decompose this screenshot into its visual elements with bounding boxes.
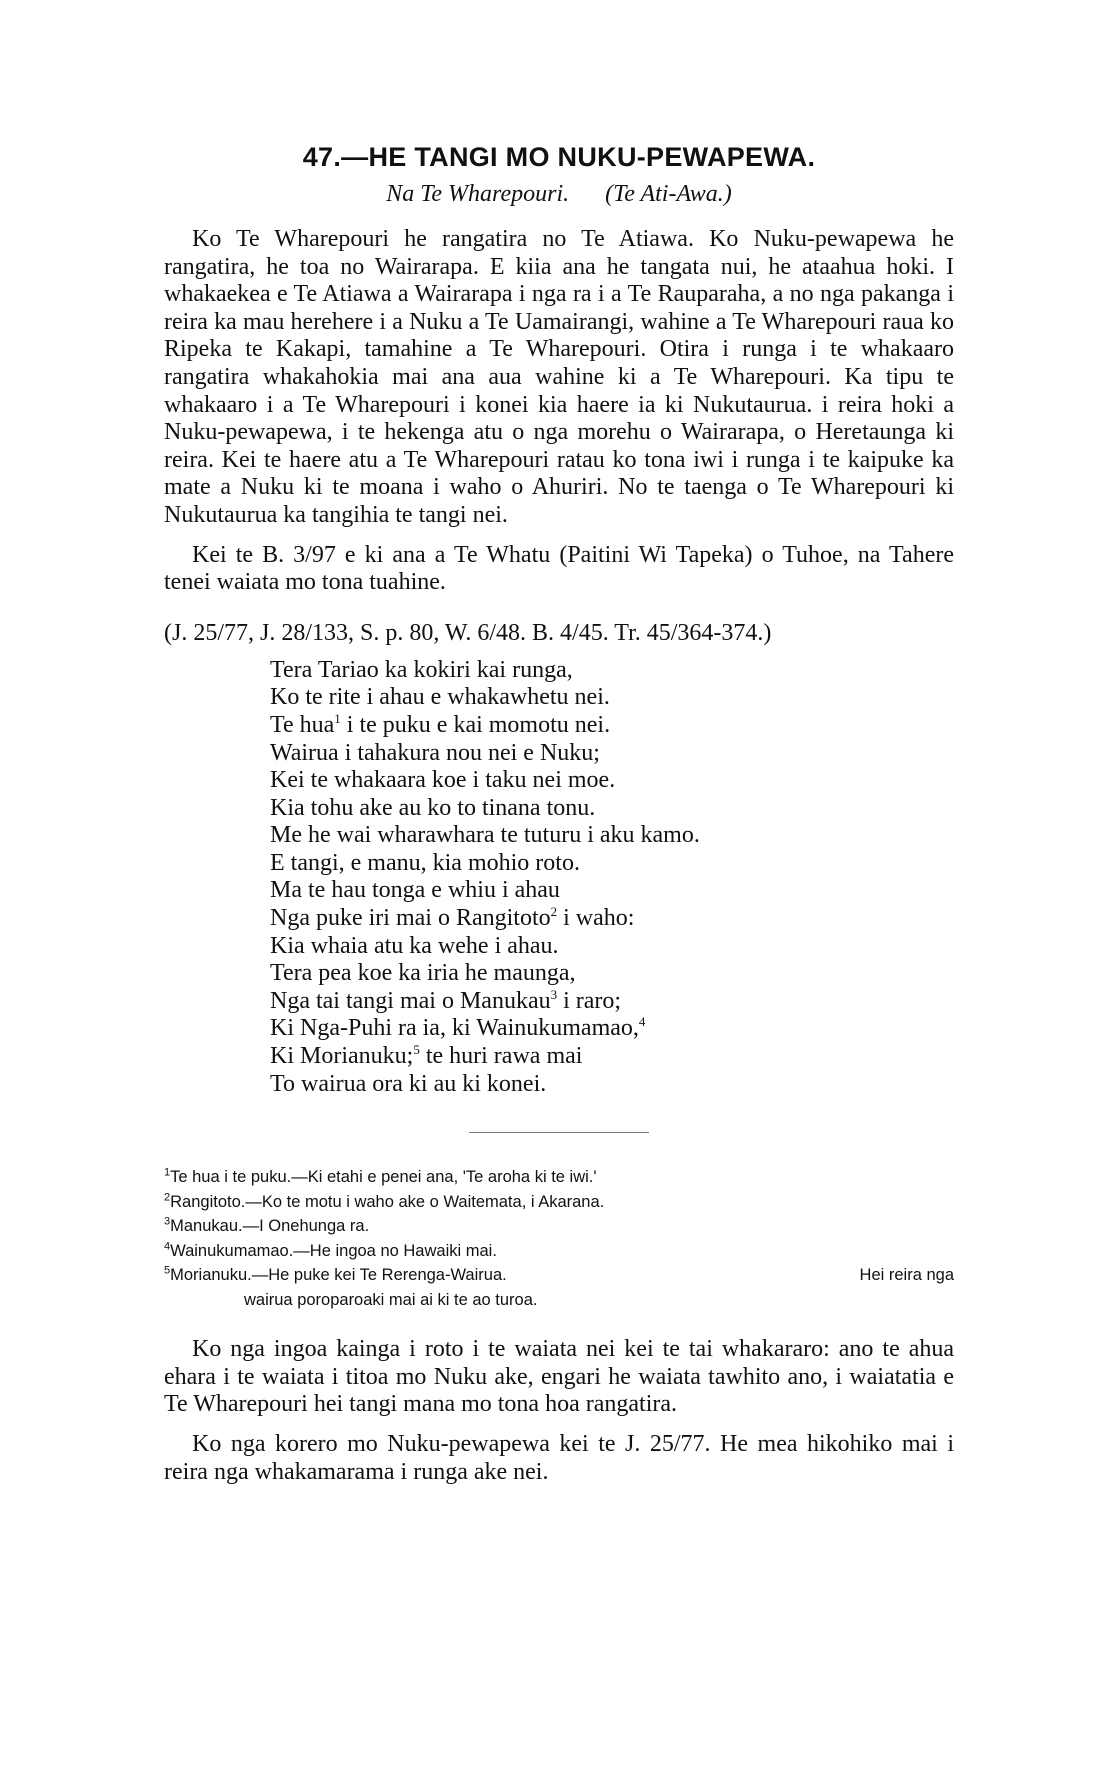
- poem-line: Ko te rite i ahau e whakawhetu nei.: [270, 684, 610, 711]
- poem-line: Nga puke iri mai o Rangitoto$^2$ i waho:: [270, 904, 635, 932]
- footnote-3: $^3$Manukau.—I Onehunga ra.: [164, 1215, 370, 1236]
- poem-line: Kia tohu ake au ko to tinana tonu.: [270, 794, 596, 821]
- closing-paragraph-1: Ko nga ingoa kainga i roto i te waiata nei kei te tai whakararo: ano te ahua ehara i te waiata i titoa mo Nuku ake, engari he waiata tawhito ano, i waiatatia e Te Wharepouri hei tangi mana mo tona hoa rangatira.: [164, 1336, 954, 1418]
- footnote-divider: [469, 1132, 649, 1133]
- poem-line: Wairua i tahakura nou nei e Nuku;: [270, 739, 600, 766]
- poem-line: Ki Morianuku;$^5$ te huri rawa mai: [270, 1042, 583, 1070]
- footnote-4: $^4$Wainukumamao.—He ingoa no Hawaiki mai.: [164, 1240, 497, 1260]
- author: Na Te Wharepouri.: [386, 181, 570, 207]
- footnote-marker: 3: [550, 986, 558, 1002]
- closing-paragraph-2: Ko nga korero mo Nuku-pewapewa kei te J. 25/77. He mea hikohiko mai i reira nga whakamarama i runga ake nei.: [164, 1431, 954, 1485]
- poem-line: Kei te whakaara koe i taku nei moe.: [270, 767, 616, 794]
- song-title: 47.—HE TANGI MO NUKU-PEWAPEWA.: [302, 142, 816, 172]
- poem-line: Tera pea koe ka iria he maunga,: [270, 960, 576, 987]
- poem-line: To wairua ora ki au ki konei.: [270, 1070, 547, 1097]
- tribe: (Te Ati-Awa.): [605, 181, 732, 207]
- poem-line: Nga tai tangi mai o Manukau$^3$ i raro;: [270, 986, 622, 1014]
- references: (J. 25/77, J. 28/133, S. p. 80, W. 6/48. B. 4/45. Tr. 45/364-374.): [164, 619, 772, 646]
- poem-line: E tangi, e manu, kia mohio roto.: [270, 849, 580, 876]
- song-subtitle: [164, 181, 954, 208]
- footnotes: [164, 1165, 954, 1312]
- footnote-marker: 5: [413, 1042, 420, 1058]
- poem-line: Ki Nga-Puhi ra ia, ki Wainukumamao,$^4$: [270, 1014, 646, 1042]
- footnote-marker: 1: [334, 710, 341, 726]
- intro-paragraph: Ko Te Wharepouri he rangatira no Te Atiawa. Ko Nuku-pewapewa he rangatira, he toa no Wairarapa. E kiia ana he tangata nui, he ataahua hoki. I whakaekea e Te Atiawa a Wairarapa i nga ra i a Te Rauparaha, a no nga pakanga i reira ka mau herehere i a Nuku a Te Uamairangi, wahine a Te Wharepouri raua ko Ripeka te Kakapi, tamahine a Te Wharepouri. Otira i runga i te whakaaro rangatira whakahokia mai ana aua wahine ki a Te Wharepouri. Ka tipu te whakaaro i a Te Wharepouri i konei kia haere ia ki Nukutaurua. i reira hoki a Nuku-pewapewa, i te hekenga atu o nga morehu o Wairarapa, o Heretaunga ki reira. Kei te haere atu a Te Wharepouri ratau ko tona iwi i runga i te kaipuke ka mate a Nuku ki te moana i waho o Ahuriri. No te taenga o Te Wharepouri ki Nukutaurua ka tangihia te tangi nei.: [164, 226, 954, 528]
- footnote-marker: 2: [550, 904, 558, 920]
- footnote-5: $^5$Morianuku.—He puke kei Te Rerenga-Wairua. Hei reira nga wairua poroparoaki mai ai ki te ao turoa.: [164, 1264, 954, 1309]
- poem: [270, 657, 954, 1099]
- poem-line: Te hua$^1$ i te puku e kai momotu nei.: [270, 710, 611, 738]
- footnote-2: $^2$Rangitoto.—Ko te motu i waho ake o Waitemata, i Akarana.: [164, 1191, 605, 1211]
- poem-line: Me he wai wharawhara te tuturu i aku kamo.: [270, 822, 700, 849]
- poem-line: Kia whaia atu ka wehe i ahau.: [270, 932, 559, 959]
- intro-text: [164, 226, 954, 597]
- poem-line: Tera Tariao ka kokiri kai runga,: [270, 656, 573, 683]
- source-paragraph: Kei te B. 3/97 e ki ana a Te Whatu (Paitini Wi Tapeka) o Tuhoe, na Tahere tenei waiata mo tona tuahine.: [164, 541, 954, 596]
- closing-text: [164, 1336, 954, 1486]
- page: [164, 142, 954, 1498]
- poem-line: Ma te hau tonga e whiu i ahau: [270, 877, 560, 904]
- footnote-marker: 4: [638, 1014, 646, 1030]
- footnote-1: $^1$Te hua i te puku.—Ki etahi e penei ana, 'Te aroha ki te iwi.': [164, 1166, 597, 1187]
